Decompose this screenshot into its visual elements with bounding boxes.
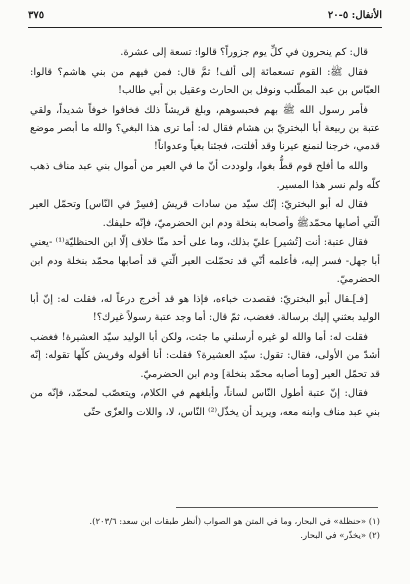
running-title: الأنفال: ٥-٢٠ <box>327 10 382 21</box>
page-number: ٣٧٥ <box>28 10 45 21</box>
paragraph: قال: كم ينحرون في كلِّ يوم جزوراً؟ قالوا: تسعة إلى عشرة. <box>120 47 368 58</box>
paragraph: والله ما أفلح قوم قطُّ بغوا، ولوددت أنّ ما في العير من أموال بني عبد مناف ذهب كلّه ولم نسر هذا المسير. <box>30 161 380 191</box>
main-text <box>30 44 380 423</box>
footnote-2: (٢) «يخذّر» في البحار. <box>300 531 380 541</box>
paragraph: فقال عتبة: أنت [تُشير] عليّ بذلك، وما على أحد منّا خلاف إلّا ابن الحنظليّة⁽¹⁾ -يعني أبا جهل- فسر إليه، فأعلمه أنّي قد تحمّلت العير الّتي قد أصابها محمّد بنخلة ودم ابن الحضرميّ. <box>30 237 380 286</box>
footnote-1: (١) «حنظلة» في البحار، وما في المتن هو الصواب (أنظر طبقات ابن سعد: ٢٠٣/٦). <box>89 517 380 527</box>
footnote-rule <box>176 507 378 508</box>
paragraph: فقال ﷺ: القوم تسعمائة إلى ألف! ثمَّ قال: فمن فيهم من بني هاشم؟ قالوا: العبّاس بن عبد المطّلب ونوفل بن الحارث وعقيل بن أبي طالب! <box>30 66 380 97</box>
paragraph: فأمر رسول الله ﷺ بهم فحبسوهم، وبلغ قريشاً ذلك فخافوا خوفاً شديداً، ولقي عتبة بن ربيعة أبا البختريّ بن هشام فقال له: أما ترى هذا البغي؟ والله ما أبصر موضع قدمي، خرجنا لنمنع عيرنا وقد أفلتت، فجئنا بغياً وعدواناً! <box>30 104 380 153</box>
paragraph: فقال: إنّ عتبة أطول النّاس لساناً، وأبلغهم في الكلام، ويتعصّب لمحمّد، فإنّه من بني عبد مناف وابنه معه، ويريد أن يخذّل⁽²⁾ النّاس، لا، واللات والعزّى حتّى <box>30 388 380 418</box>
header-rule <box>28 27 382 28</box>
paragraph: [فـ]ـقال أبو البختريّ: فقصدت خباءه، فإذا هو قد أخرج درعاً له، فقلت له: إنّ أبا الوليد بعثني إليك برسالة. فغضب، ثمّ قال: أما وجد عتبة رسولاً غيرك؟! <box>30 293 380 324</box>
footnotes <box>30 515 380 543</box>
page-header <box>28 10 382 26</box>
paragraph: فقال له أبو البختريّ: إنّك سيّد من سادات قريش [فسِرْ في النّاس] وتحمّل العير الّتي أصابها محمّدﷺ وأصحابه بنخلة ودم ابن الحضرميّ، فإنّه حليفك. <box>30 199 380 229</box>
paragraph: فقلت له: أما والله لو غيره أرسلني ما جئت، ولكن أبا الوليد سيّد العشيرة! فغضب أشدّ من الأولى، فقال: تقول: سيّد العشيرة؟ فقلت: أنا أقوله وقريش كلّها تقوله: إنّه قد تحمّل العير [وما أصابه محمّد بنخلة] ودم ابن الحضرميّ. <box>30 331 380 380</box>
